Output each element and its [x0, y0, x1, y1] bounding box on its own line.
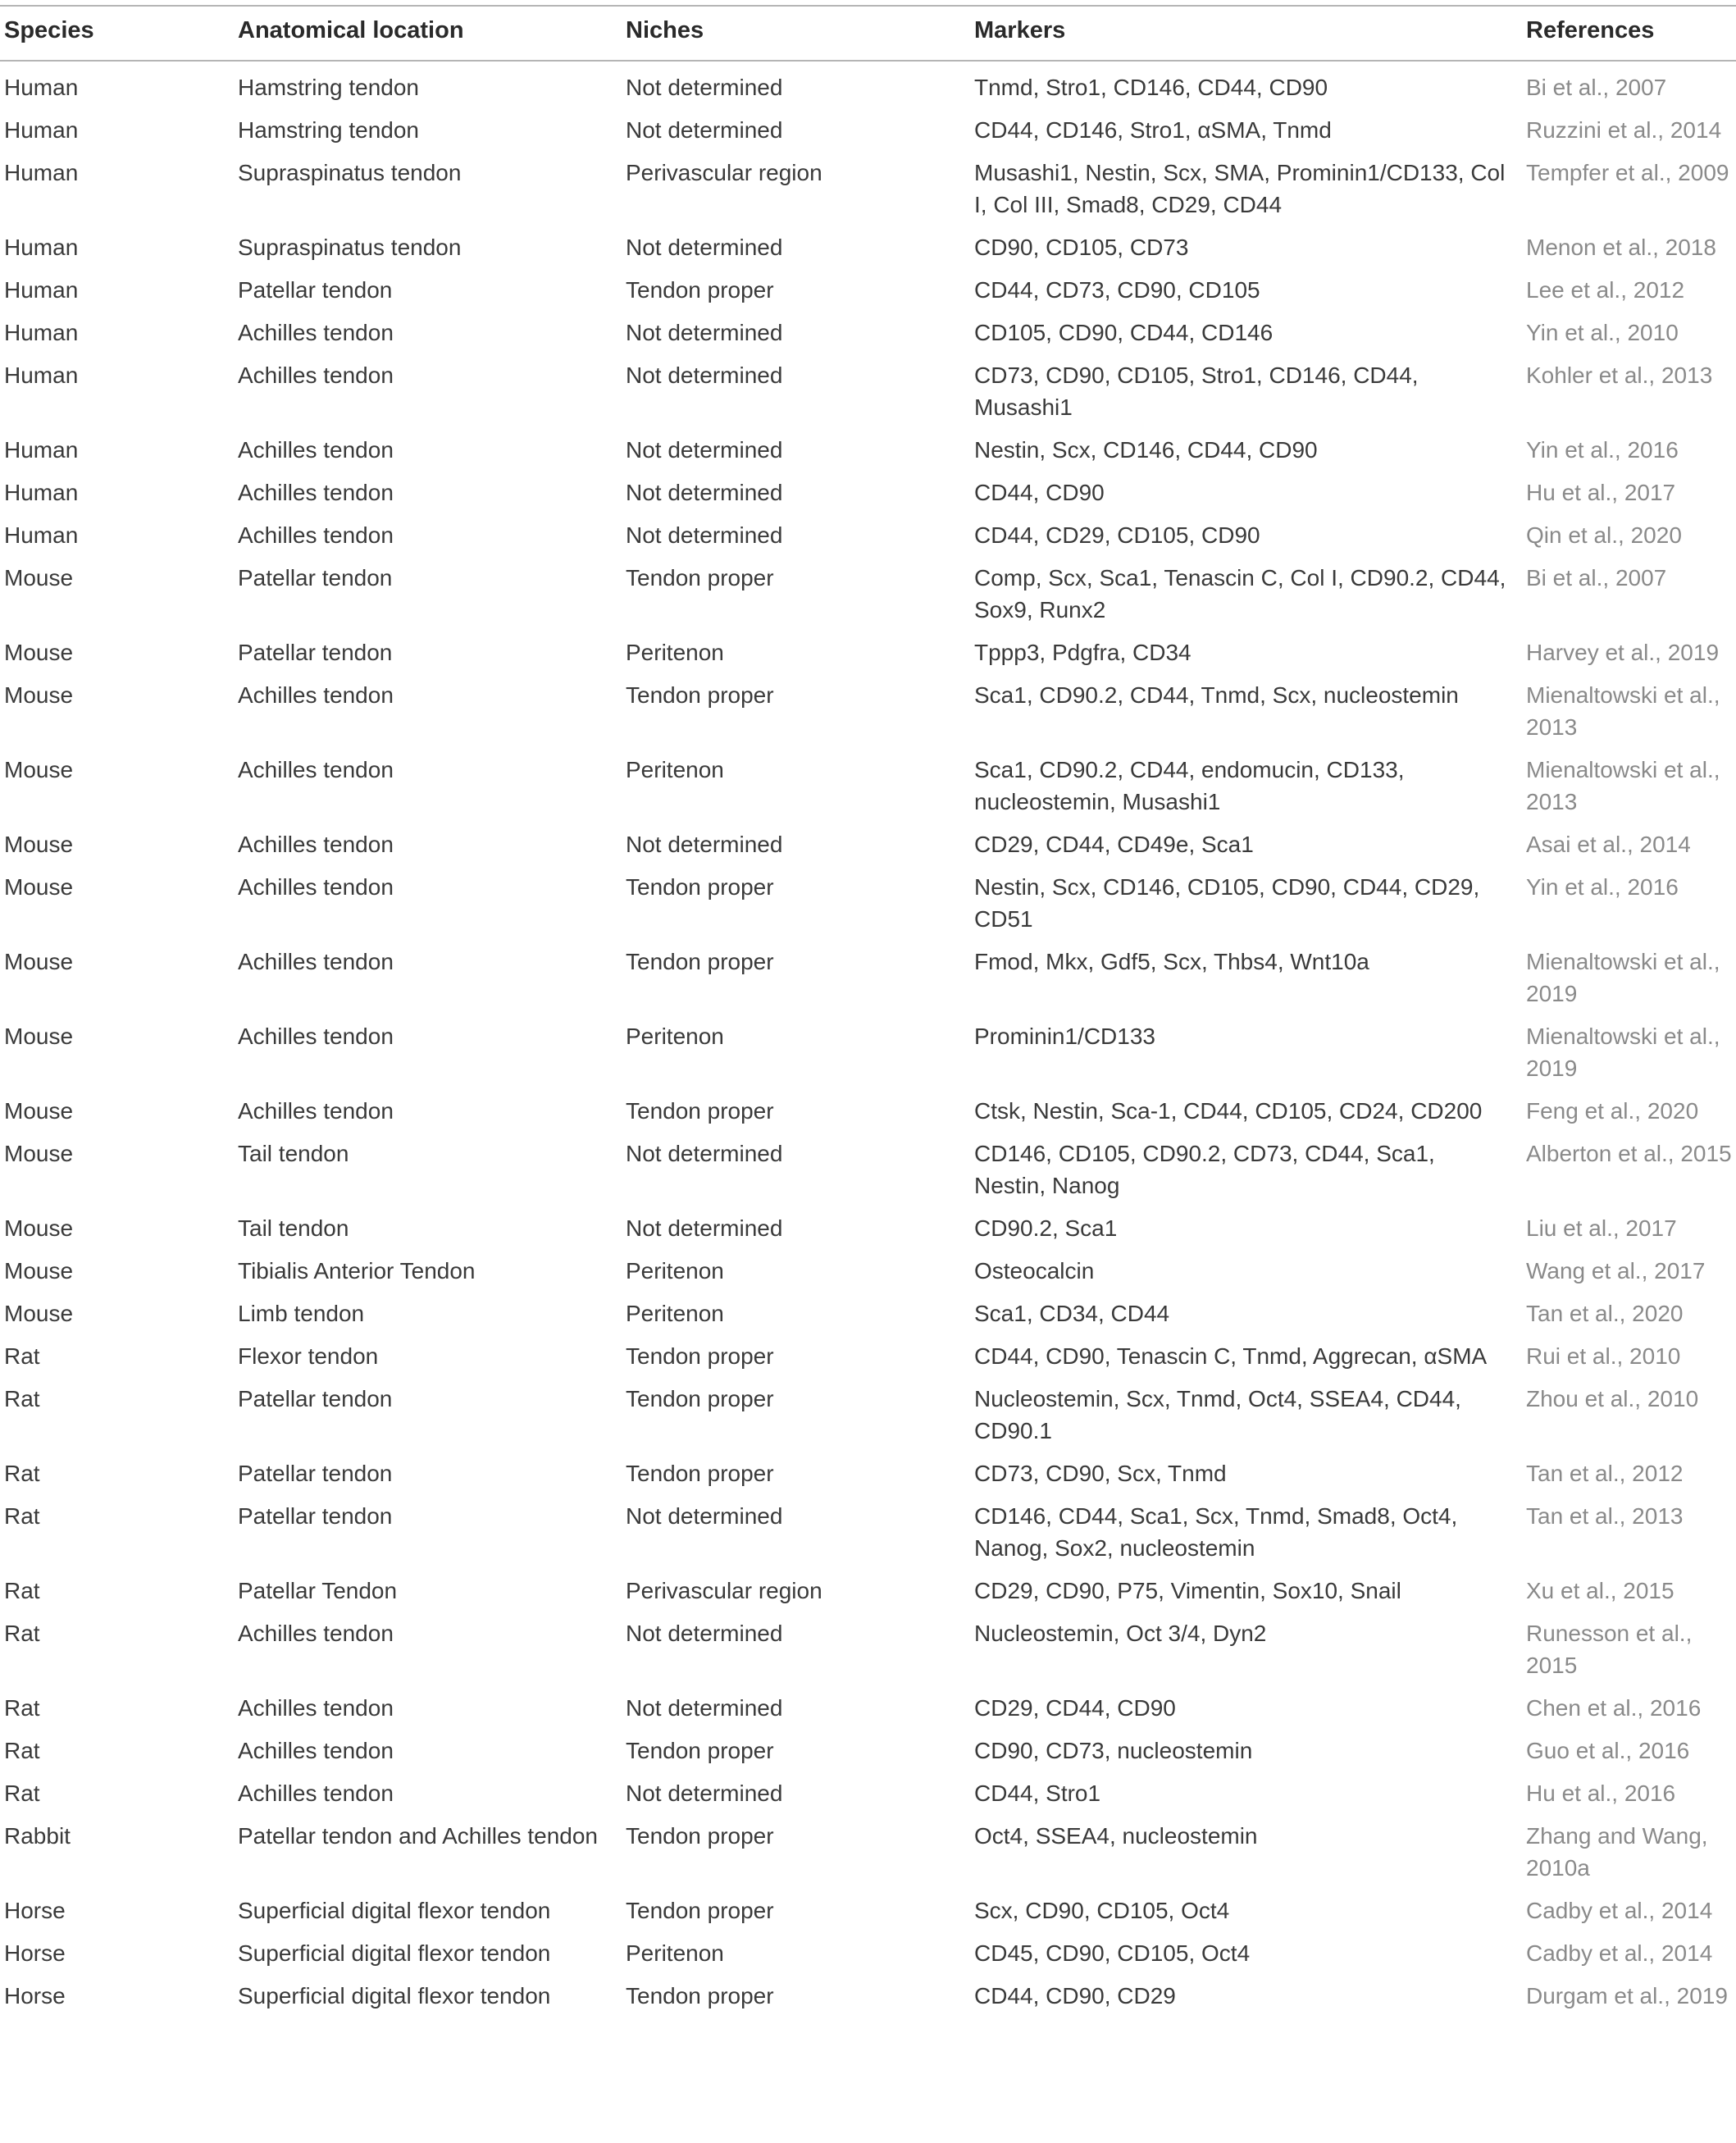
- table-row: [0, 1730, 1736, 1773]
- cell-markers: CD29, CD44, CD49e, Sca1: [974, 832, 1254, 857]
- cell-markers: Scx, CD90, CD105, Oct4: [974, 1898, 1230, 1923]
- cell-reference: Bi et al., 2007: [1526, 565, 1667, 590]
- table-row: [0, 824, 1736, 867]
- cell-species: Rat: [4, 1781, 40, 1806]
- cell-species: Mouse: [4, 874, 74, 900]
- table-row: [0, 1133, 1736, 1208]
- table-row: [0, 472, 1736, 515]
- cell-anatomical-location: Achilles tendon: [238, 1738, 394, 1763]
- cell-reference: Mienaltowski et al., 2013: [1526, 682, 1720, 740]
- cell-niche: Peritenon: [626, 1301, 724, 1326]
- cell-species: Horse: [4, 1940, 66, 1966]
- cell-species: Human: [4, 277, 79, 303]
- cell-niche: Not determined: [626, 1215, 783, 1241]
- cell-reference: Tan et al., 2020: [1526, 1301, 1684, 1326]
- cell-niche: Perivascular region: [626, 160, 822, 185]
- table-row: [0, 1293, 1736, 1336]
- table-row: [0, 270, 1736, 312]
- cell-markers: CD29, CD90, P75, Vimentin, Sox10, Snail: [974, 1578, 1401, 1603]
- cell-markers: CD44, CD90, Tenascin C, Tnmd, Aggrecan, αSMA: [974, 1343, 1488, 1369]
- cell-markers: Nucleostemin, Oct 3/4, Dyn2: [974, 1621, 1267, 1646]
- cell-species: Mouse: [4, 682, 74, 708]
- table-row: [0, 153, 1736, 227]
- cell-niche: Not determined: [626, 362, 783, 388]
- tendon-stem-cell-markers-table: [0, 7, 1736, 2018]
- cell-niche: Peritenon: [626, 1940, 724, 1966]
- table-row: [0, 1933, 1736, 1976]
- cell-reference: Yin et al., 2016: [1526, 874, 1679, 900]
- cell-markers: Comp, Scx, Sca1, Tenascin C, Col I, CD90.2, CD44, Sox9, Runx2: [974, 565, 1506, 622]
- header-species: Species: [0, 7, 238, 61]
- cell-species: Human: [4, 320, 79, 345]
- cell-reference: Bi et al., 2007: [1526, 75, 1667, 100]
- cell-niche: Tendon proper: [626, 1461, 774, 1486]
- cell-anatomical-location: Supraspinatus tendon: [238, 160, 462, 185]
- cell-anatomical-location: Achilles tendon: [238, 682, 394, 708]
- cell-species: Horse: [4, 1983, 66, 2008]
- cell-species: Mouse: [4, 640, 74, 665]
- cell-reference: Liu et al., 2017: [1526, 1215, 1677, 1241]
- cell-niche: Not determined: [626, 117, 783, 143]
- table-row: [0, 1379, 1736, 1453]
- cell-anatomical-location: Achilles tendon: [238, 757, 394, 782]
- cell-species: Rat: [4, 1621, 40, 1646]
- header-row: [0, 7, 1736, 61]
- cell-niche: Tendon proper: [626, 1386, 774, 1411]
- cell-anatomical-location: Patellar Tendon: [238, 1578, 398, 1603]
- cell-species: Rabbit: [4, 1823, 71, 1849]
- table-row: [0, 61, 1736, 110]
- cell-markers: Sca1, CD34, CD44: [974, 1301, 1170, 1326]
- cell-species: Rat: [4, 1461, 40, 1486]
- cell-anatomical-location: Tail tendon: [238, 1215, 349, 1241]
- cell-reference: Zhou et al., 2010: [1526, 1386, 1699, 1411]
- cell-anatomical-location: Superficial digital flexor tendon: [238, 1983, 551, 2008]
- table-row: [0, 1890, 1736, 1933]
- cell-species: Horse: [4, 1898, 66, 1923]
- table-row: [0, 110, 1736, 153]
- cell-anatomical-location: Achilles tendon: [238, 874, 394, 900]
- cell-niche: Perivascular region: [626, 1578, 822, 1603]
- cell-reference: Mienaltowski et al., 2013: [1526, 757, 1720, 814]
- cell-reference: Runesson et al., 2015: [1526, 1621, 1693, 1678]
- cell-anatomical-location: Achilles tendon: [238, 1781, 394, 1806]
- cell-reference: Qin et al., 2020: [1526, 522, 1682, 548]
- header-anatomical-location: Anatomical location: [238, 7, 626, 61]
- cell-species: Rat: [4, 1578, 40, 1603]
- cell-markers: Musashi1, Nestin, Scx, SMA, Prominin1/CD133, Col I, Col III, Smad8, CD29, CD44: [974, 160, 1506, 217]
- cell-niche: Tendon proper: [626, 1343, 774, 1369]
- table-row: [0, 515, 1736, 558]
- cell-species: Mouse: [4, 1141, 74, 1166]
- cell-anatomical-location: Patellar tendon: [238, 640, 393, 665]
- cell-niche: Tendon proper: [626, 1738, 774, 1763]
- cell-anatomical-location: Patellar tendon: [238, 1386, 393, 1411]
- cell-anatomical-location: Supraspinatus tendon: [238, 235, 462, 260]
- cell-species: Human: [4, 160, 79, 185]
- cell-anatomical-location: Achilles tendon: [238, 1098, 394, 1124]
- cell-anatomical-location: Flexor tendon: [238, 1343, 379, 1369]
- cell-species: Rat: [4, 1738, 40, 1763]
- cell-anatomical-location: Patellar tendon: [238, 565, 393, 590]
- cell-markers: Nucleostemin, Scx, Tnmd, Oct4, SSEA4, CD44, CD90.1: [974, 1386, 1461, 1443]
- table-row: [0, 312, 1736, 355]
- cell-reference: Alberton et al., 2015: [1526, 1141, 1732, 1166]
- table-row: [0, 1613, 1736, 1688]
- cell-niche: Peritenon: [626, 1024, 724, 1049]
- cell-reference: Cadby et al., 2014: [1526, 1898, 1713, 1923]
- cell-niche: Tendon proper: [626, 1098, 774, 1124]
- table-row: [0, 430, 1736, 472]
- cell-niche: Not determined: [626, 480, 783, 505]
- cell-niche: Peritenon: [626, 757, 724, 782]
- cell-reference: Mienaltowski et al., 2019: [1526, 949, 1720, 1006]
- cell-species: Mouse: [4, 1301, 74, 1326]
- cell-markers: Sca1, CD90.2, CD44, Tnmd, Scx, nucleostemin: [974, 682, 1459, 708]
- table-row: [0, 632, 1736, 675]
- cell-reference: Wang et al., 2017: [1526, 1258, 1706, 1284]
- cell-reference: Zhang and Wang, 2010a: [1526, 1823, 1708, 1881]
- cell-reference: Cadby et al., 2014: [1526, 1940, 1713, 1966]
- cell-reference: Tempfer et al., 2009: [1526, 160, 1729, 185]
- table-row: [0, 1208, 1736, 1251]
- cell-species: Mouse: [4, 1024, 74, 1049]
- cell-niche: Peritenon: [626, 1258, 724, 1284]
- cell-anatomical-location: Achilles tendon: [238, 437, 394, 463]
- cell-reference: Rui et al., 2010: [1526, 1343, 1681, 1369]
- cell-markers: CD45, CD90, CD105, Oct4: [974, 1940, 1251, 1966]
- cell-niche: Not determined: [626, 75, 783, 100]
- cell-anatomical-location: Limb tendon: [238, 1301, 365, 1326]
- cell-niche: Tendon proper: [626, 874, 774, 900]
- cell-anatomical-location: Achilles tendon: [238, 320, 394, 345]
- cell-anatomical-location: Patellar tendon: [238, 1503, 393, 1529]
- cell-species: Human: [4, 522, 79, 548]
- cell-anatomical-location: Superficial digital flexor tendon: [238, 1898, 551, 1923]
- cell-markers: CD44, CD29, CD105, CD90: [974, 522, 1260, 548]
- table-row: [0, 750, 1736, 824]
- cell-reference: Asai et al., 2014: [1526, 832, 1691, 857]
- cell-species: Mouse: [4, 1215, 74, 1241]
- cell-niche: Tendon proper: [626, 277, 774, 303]
- header-niches: Niches: [626, 7, 974, 61]
- cell-markers: CD44, CD146, Stro1, αSMA, Tnmd: [974, 117, 1332, 143]
- cell-niche: Not determined: [626, 1621, 783, 1646]
- cell-markers: CD146, CD105, CD90.2, CD73, CD44, Sca1, Nestin, Nanog: [974, 1141, 1435, 1198]
- cell-reference: Hu et al., 2016: [1526, 1781, 1676, 1806]
- cell-reference: Mienaltowski et al., 2019: [1526, 1024, 1720, 1081]
- table-row: [0, 1496, 1736, 1571]
- cell-markers: CD44, Stro1: [974, 1781, 1101, 1806]
- cell-niche: Not determined: [626, 1781, 783, 1806]
- cell-anatomical-location: Patellar tendon: [238, 1461, 393, 1486]
- cell-niche: Not determined: [626, 437, 783, 463]
- table-row: [0, 1336, 1736, 1379]
- cell-niche: Not determined: [626, 235, 783, 260]
- table-row: [0, 1816, 1736, 1890]
- cell-reference: Tan et al., 2013: [1526, 1503, 1684, 1529]
- cell-niche: Not determined: [626, 1141, 783, 1166]
- table-row: [0, 1251, 1736, 1293]
- cell-species: Rat: [4, 1503, 40, 1529]
- cell-markers: CD44, CD90: [974, 480, 1105, 505]
- cell-markers: CD29, CD44, CD90: [974, 1695, 1176, 1721]
- table-row: [0, 1091, 1736, 1133]
- cell-species: Mouse: [4, 949, 74, 974]
- cell-niche: Tendon proper: [626, 565, 774, 590]
- cell-reference: Yin et al., 2010: [1526, 320, 1679, 345]
- cell-species: Human: [4, 235, 79, 260]
- cell-markers: CD44, CD73, CD90, CD105: [974, 277, 1260, 303]
- table-row: [0, 1773, 1736, 1816]
- table-row: [0, 1016, 1736, 1091]
- cell-anatomical-location: Hamstring tendon: [238, 75, 420, 100]
- cell-niche: Not determined: [626, 1503, 783, 1529]
- cell-niche: Tendon proper: [626, 682, 774, 708]
- cell-markers: CD90.2, Sca1: [974, 1215, 1118, 1241]
- cell-reference: Yin et al., 2016: [1526, 437, 1679, 463]
- cell-species: Human: [4, 362, 79, 388]
- cell-markers: Osteocalcin: [974, 1258, 1095, 1284]
- header-markers: Markers: [974, 7, 1526, 61]
- cell-markers: Prominin1/CD133: [974, 1024, 1155, 1049]
- cell-species: Human: [4, 480, 79, 505]
- cell-anatomical-location: Patellar tendon: [238, 277, 393, 303]
- cell-markers: Fmod, Mkx, Gdf5, Scx, Thbs4, Wnt10a: [974, 949, 1369, 974]
- table-row: [0, 355, 1736, 430]
- cell-species: Mouse: [4, 1258, 74, 1284]
- cell-anatomical-location: Achilles tendon: [238, 1024, 394, 1049]
- cell-species: Rat: [4, 1695, 40, 1721]
- cell-markers: Tnmd, Stro1, CD146, CD44, CD90: [974, 75, 1328, 100]
- cell-species: Mouse: [4, 832, 74, 857]
- cell-markers: CD73, CD90, CD105, Stro1, CD146, CD44, Musashi1: [974, 362, 1419, 420]
- cell-species: Rat: [4, 1386, 40, 1411]
- cell-markers: Tppp3, Pdgfra, CD34: [974, 640, 1192, 665]
- cell-markers: CD73, CD90, Scx, Tnmd: [974, 1461, 1227, 1486]
- table-row: [0, 1976, 1736, 2018]
- table-row: [0, 227, 1736, 270]
- cell-markers: Nestin, Scx, CD146, CD105, CD90, CD44, CD29, CD51: [974, 874, 1480, 932]
- cell-anatomical-location: Achilles tendon: [238, 949, 394, 974]
- table-row: [0, 867, 1736, 942]
- cell-reference: Feng et al., 2020: [1526, 1098, 1699, 1124]
- cell-reference: Lee et al., 2012: [1526, 277, 1685, 303]
- cell-reference: Chen et al., 2016: [1526, 1695, 1702, 1721]
- cell-markers: CD105, CD90, CD44, CD146: [974, 320, 1274, 345]
- cell-species: Mouse: [4, 1098, 74, 1124]
- cell-reference: Menon et al., 2018: [1526, 235, 1716, 260]
- cell-markers: Oct4, SSEA4, nucleostemin: [974, 1823, 1258, 1849]
- cell-anatomical-location: Achilles tendon: [238, 1621, 394, 1646]
- table-header: [0, 7, 1736, 61]
- cell-niche: Tendon proper: [626, 949, 774, 974]
- cell-anatomical-location: Achilles tendon: [238, 832, 394, 857]
- cell-niche: Tendon proper: [626, 1898, 774, 1923]
- cell-markers: CD146, CD44, Sca1, Scx, Tnmd, Smad8, Oct4, Nanog, Sox2, nucleostemin: [974, 1503, 1458, 1561]
- cell-species: Human: [4, 437, 79, 463]
- cell-reference: Kohler et al., 2013: [1526, 362, 1713, 388]
- cell-reference: Harvey et al., 2019: [1526, 640, 1720, 665]
- cell-reference: Xu et al., 2015: [1526, 1578, 1674, 1603]
- cell-anatomical-location: Achilles tendon: [238, 362, 394, 388]
- table-row: [0, 1688, 1736, 1730]
- cell-niche: Peritenon: [626, 640, 724, 665]
- cell-anatomical-location: Achilles tendon: [238, 1695, 394, 1721]
- cell-species: Mouse: [4, 565, 74, 590]
- cell-anatomical-location: Achilles tendon: [238, 480, 394, 505]
- table-row: [0, 942, 1736, 1016]
- table-row: [0, 1571, 1736, 1613]
- cell-markers: CD90, CD73, nucleostemin: [974, 1738, 1253, 1763]
- cell-anatomical-location: Achilles tendon: [238, 522, 394, 548]
- table-row: [0, 675, 1736, 750]
- cell-markers: Nestin, Scx, CD146, CD44, CD90: [974, 437, 1318, 463]
- table-row: [0, 1453, 1736, 1496]
- cell-species: Rat: [4, 1343, 40, 1369]
- cell-markers: Sca1, CD90.2, CD44, endomucin, CD133, nucleostemin, Musashi1: [974, 757, 1405, 814]
- cell-anatomical-location: Hamstring tendon: [238, 117, 420, 143]
- cell-anatomical-location: Tibialis Anterior Tendon: [238, 1258, 476, 1284]
- cell-anatomical-location: Tail tendon: [238, 1141, 349, 1166]
- cell-markers: Ctsk, Nestin, Sca-1, CD44, CD105, CD24, CD200: [974, 1098, 1483, 1124]
- cell-anatomical-location: Superficial digital flexor tendon: [238, 1940, 551, 1966]
- cell-niche: Not determined: [626, 522, 783, 548]
- table-row: [0, 558, 1736, 632]
- cell-niche: Not determined: [626, 320, 783, 345]
- header-references: References: [1526, 7, 1736, 61]
- cell-anatomical-location: Patellar tendon and Achilles tendon: [238, 1823, 598, 1849]
- cell-species: Mouse: [4, 757, 74, 782]
- table-body: [0, 61, 1736, 2018]
- cell-markers: CD44, CD90, CD29: [974, 1983, 1176, 2008]
- cell-niche: Not determined: [626, 1695, 783, 1721]
- cell-reference: Guo et al., 2016: [1526, 1738, 1690, 1763]
- cell-niche: Tendon proper: [626, 1983, 774, 2008]
- cell-reference: Hu et al., 2017: [1526, 480, 1676, 505]
- cell-niche: Not determined: [626, 832, 783, 857]
- cell-reference: Durgam et al., 2019: [1526, 1983, 1728, 2008]
- cell-markers: CD90, CD105, CD73: [974, 235, 1189, 260]
- cell-niche: Tendon proper: [626, 1823, 774, 1849]
- cell-species: Human: [4, 117, 79, 143]
- cell-species: Human: [4, 75, 79, 100]
- cell-reference: Tan et al., 2012: [1526, 1461, 1684, 1486]
- cell-reference: Ruzzini et al., 2014: [1526, 117, 1722, 143]
